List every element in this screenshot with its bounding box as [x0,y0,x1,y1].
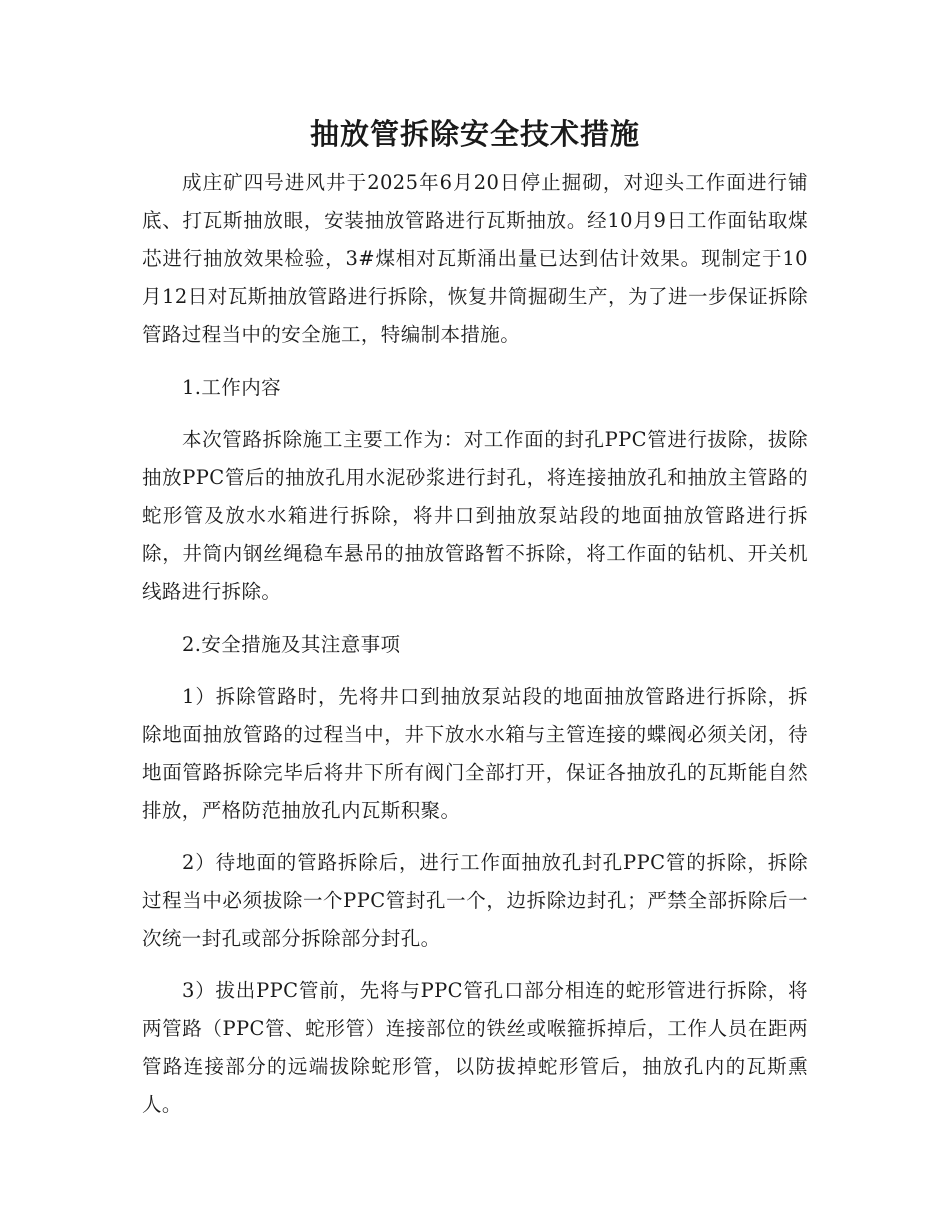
document-title: 抽放管拆除安全技术措施 [309,117,640,151]
section-heading-safety-measures: 2.安全措施及其注意事项 [182,633,401,656]
intro-paragraph: 成庄矿四号进风井于2025年6月20日停止掘砌，对迎头工作面进行铺底、打瓦斯抽放眼，安装抽放管路进行瓦斯抽放。经10月9日工作面钻取煤芯进行抽放效果检验，3#煤相对瓦斯涌出量已达到估计效果。现制定于10月12日对瓦斯抽放管路进行拆除，恢复井筒掘砌生产，为了进一步保证拆除管路过程当中的安全施工，特编制本措施。 [142,171,808,346]
document-body [142,164,808,1124]
safety-item-2: 2）待地面的管路拆除后，进行工作面抽放孔封孔PPC管的拆除，拆除过程当中必须拔除一个PPC管封孔一个，边拆除边封孔；严禁全部拆除后一次统一封孔或部分拆除部分封孔。 [142,851,808,950]
safety-item-3: 3）拔出PPC管前，先将与PPC管孔口部分相连的蛇形管进行拆除，将两管路（PPC管、蛇形管）连接部位的铁丝或喉箍拆掉后，工作人员在距两管路连接部分的远端拔除蛇形管，以防拔掉蛇形管后，抽放孔内的瓦斯熏人。 [142,979,808,1116]
section-heading-work-content: 1.工作内容 [182,376,282,399]
safety-item-1: 1）拆除管路时，先将井口到抽放泵站段的地面抽放管路进行拆除，拆除地面抽放管路的过程当中，井下放水水箱与主管连接的蝶阀必须关闭，待地面管路拆除完毕后将井下所有阀门全部打开，保证各抽放孔的瓦斯能自然排放，严格防范抽放孔内瓦斯积聚。 [142,685,808,822]
work-content-paragraph: 本次管路拆除施工主要工作为：对工作面的封孔PPC管进行拔除，拔除抽放PPC管后的抽放孔用水泥砂浆进行封孔，将连接抽放孔和抽放主管路的蛇形管及放水水箱进行拆除，将井口到抽放泵站段的地面抽放管路进行拆除，井筒内钢丝绳稳车悬吊的抽放管路暂不拆除，将工作面的钻机、开关机线路进行拆除。 [142,428,808,603]
